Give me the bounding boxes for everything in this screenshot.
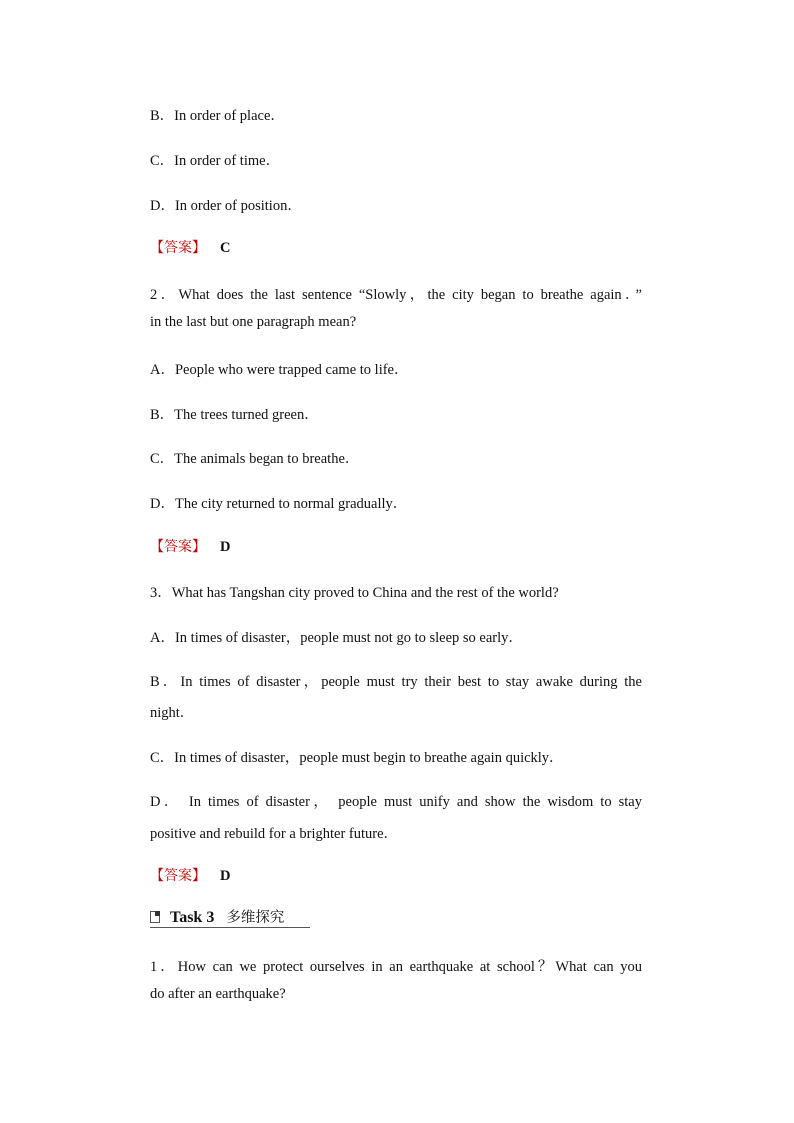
q3-option-d-line-1: D． In times of disaster， people must unify and show the wisdom to stay xyxy=(150,794,642,810)
q3-option-b xyxy=(150,670,642,690)
answer-label: 【答案】 xyxy=(150,868,206,884)
q1-option-d: D．In order of position． xyxy=(150,198,302,214)
q2-option-d: D．The city returned to normal gradually． xyxy=(150,496,408,512)
q3-option-d xyxy=(150,790,642,810)
task-title-text: Task 3 xyxy=(170,909,215,926)
q2-question-line-2: in the last but one paragraph mean? xyxy=(150,314,357,330)
task-subtitle: 多维探究 xyxy=(226,910,285,926)
q3-option-d-line-2: positive and rebuild for a brighter future． xyxy=(150,826,399,842)
task3-q1 xyxy=(150,955,642,975)
q1-option-b: B．In order of place． xyxy=(150,108,285,124)
answer-value: C xyxy=(220,240,231,256)
task-3-heading xyxy=(150,905,310,928)
answer-label: 【答案】 xyxy=(150,539,206,555)
q2-question xyxy=(150,283,642,303)
task3-q1-line-2: do after an earthquake? xyxy=(150,986,286,1002)
answer-label: 【答案】 xyxy=(150,240,206,256)
task-title xyxy=(170,906,284,927)
q2-option-a: A．People who were trapped came to life． xyxy=(150,362,409,378)
document-icon xyxy=(150,911,160,923)
answer-value: D xyxy=(220,868,231,884)
q2-answer xyxy=(150,536,230,556)
q3-option-b-line-2: night． xyxy=(150,705,195,721)
q3-option-a: A．In times of disaster，people must not go to sleep so early． xyxy=(150,630,523,646)
q3-option-c: C．In times of disaster，people must begin to breathe again quickly． xyxy=(150,750,564,766)
q2-option-b: B．The trees turned green． xyxy=(150,407,319,423)
q1-answer xyxy=(150,237,230,257)
answer-value: D xyxy=(220,539,231,555)
q2-option-c: C．The animals began to breathe． xyxy=(150,451,360,467)
q3-question: 3．What has Tangshan city proved to China and the rest of the world? xyxy=(150,585,559,601)
q3-answer xyxy=(150,865,230,885)
q1-option-c: C．In order of time． xyxy=(150,153,281,169)
task3-q1-line-1: 1．How can we protect ourselves in an earthquake at school？What can you xyxy=(150,959,642,975)
q3-option-b-line-1: B．In times of disaster，people must try their best to stay awake during the xyxy=(150,674,642,690)
q2-question-line-1: 2．What does the last sentence “Slowly，the city began to breathe again．” xyxy=(150,287,642,303)
